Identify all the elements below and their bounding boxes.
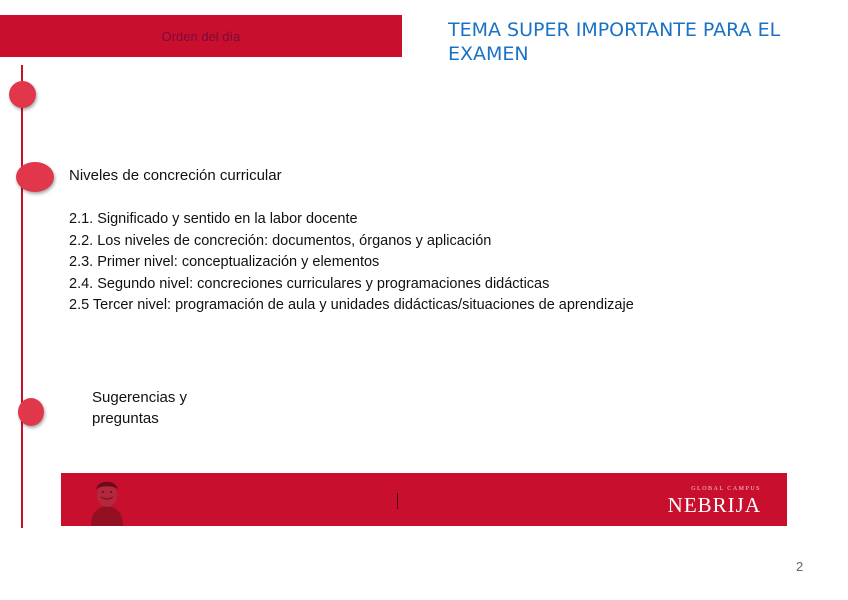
header-bar-label: Orden del día <box>161 28 241 44</box>
agenda-subitem: 2.2. Los niveles de concreción: documentos, órganos y aplicación <box>69 232 492 249</box>
agenda-subitem: 2.1. Significado y sentido en la labor docente <box>69 211 358 227</box>
brand-logo-text: NEBRIJA <box>667 493 761 517</box>
slide-title: TEMA SUPER IMPORTANTE PARA EL EXAMEN <box>448 19 781 65</box>
portrait-icon <box>83 473 131 526</box>
timeline-dot-closing <box>18 398 44 426</box>
banner-divider <box>397 493 398 509</box>
agenda-subitem: 2.5 Tercer nivel: programación de aula y unidades didácticas/situaciones de aprendizaje <box>69 297 634 313</box>
closing-item: Sugerencias y preguntas <box>92 389 188 427</box>
timeline-dot-section <box>16 162 54 192</box>
page-number: 2 <box>796 559 804 574</box>
header-bar <box>0 15 402 57</box>
brand-tagline: GLOBAL CAMPUS <box>691 486 761 492</box>
agenda-subitem: 2.4. Segundo nivel: concreciones curriculares y programaciones didácticas <box>69 275 550 292</box>
agenda-subitems <box>34 209 674 317</box>
timeline-dot-top <box>9 81 36 108</box>
section-heading: Niveles de concreción curricular <box>69 167 282 184</box>
footer-banner <box>61 473 787 526</box>
timeline-line <box>21 65 23 528</box>
agenda-subitem: 2.3. Primer nivel: conceptualización y elementos <box>69 254 380 270</box>
